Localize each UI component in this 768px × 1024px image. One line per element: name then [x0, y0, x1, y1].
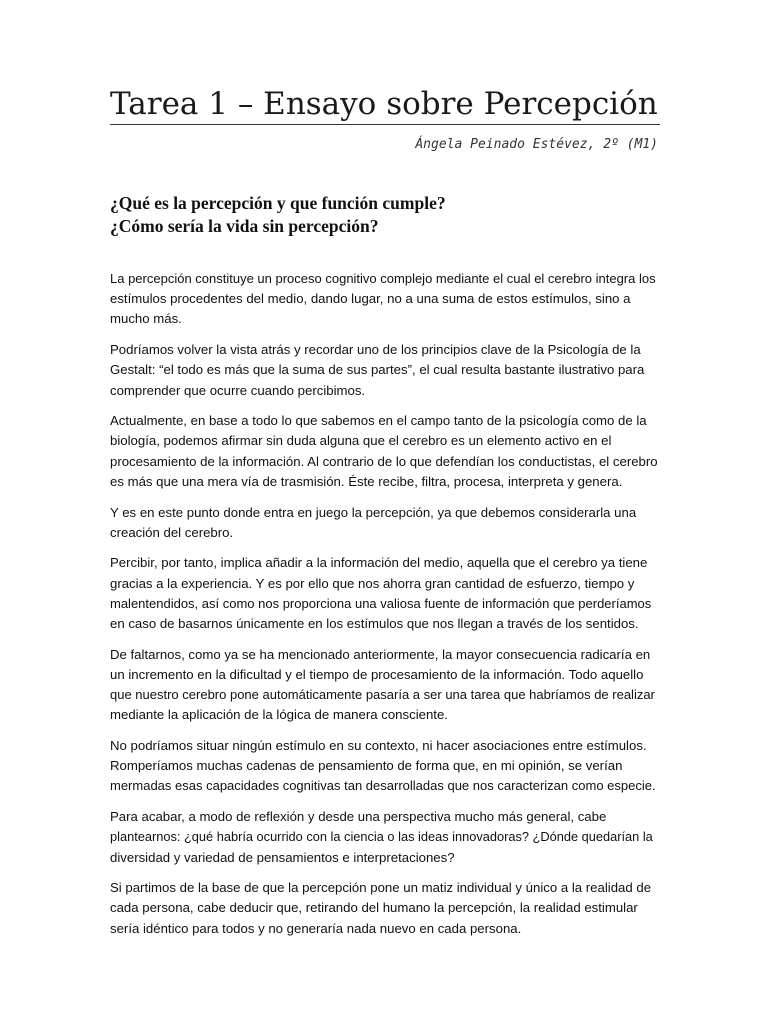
paragraph	[110, 645, 658, 726]
essay-body	[110, 269, 658, 949]
paragraph-line: Romperíamos muchas cadenas de pensamiento de forma que, en mi opinión, se verían	[110, 758, 623, 774]
essay-questions	[110, 192, 660, 238]
paragraph-line: cada persona, cabe deducir que, retirando del humano la percepción, la realidad estimular	[110, 900, 638, 916]
paragraph-line: que nuestro cerebro pone automáticamente pasaría a ser una tarea que habríamos de realizar	[110, 687, 655, 703]
paragraph	[110, 411, 658, 492]
paragraph	[110, 553, 658, 634]
paragraph-line: un incremento en la dificultad y el tiempo de procesamiento de la información. Todo aquello	[110, 666, 644, 682]
paragraph-line: Para acabar, a modo de reflexión y desde una perspectiva mucho más general, cabe	[110, 809, 607, 825]
paragraph-line: malentendidos, así como nos proporciona una valiosa fuente de información que perderíamos	[110, 595, 652, 611]
question-line-1: ¿Qué es la percepción y que función cumple?	[110, 193, 446, 213]
paragraph	[110, 340, 658, 401]
paragraph-line: De faltarnos, como ya se ha mencionado anteriormente, la mayor consecuencia radicaría en	[110, 646, 651, 662]
paragraph-line: Actualmente, en base a todo lo que sabemos en el campo tanto de la psicología como de la	[110, 413, 647, 429]
paragraph-line: Si partimos de la base de que la percepción pone un matiz individual y único a la realidad de	[110, 880, 652, 896]
paragraph	[110, 878, 658, 939]
paragraph-line: biología, podemos afirmar sin duda alguna que el cerebro es un elemento activo en el	[110, 433, 612, 449]
author-line: Ángela Peinado Estévez, 2º (M1)	[415, 137, 658, 152]
paragraph-line: La percepción constituye un proceso cognitivo complejo mediante el cual el cerebro integra los	[110, 271, 656, 286]
paragraph	[110, 807, 658, 868]
paragraph-line: en caso de basarnos únicamente en los estímulos que nos llegan a través de los sentidos.	[110, 616, 639, 632]
paragraph-line: Percibir, por tanto, implica añadir a la información del medio, aquella que el cerebro ya tiene	[110, 555, 648, 571]
paragraph-line: diversidad y variedad de pensamientos e interpretaciones?	[110, 849, 455, 865]
paragraph-line: procesamiento de la información. Al contrario de lo que defendían los conductistas, el cerebro	[110, 453, 658, 469]
paragraph-line: plantearnos: ¿qué habría ocurrido con la ciencia o las ideas innovadoras? ¿Dónde quedarían la	[110, 829, 653, 845]
question-line-2: ¿Cómo sería la vida sin percepción?	[110, 216, 379, 236]
paragraph-line: estímulos procedentes del medio, dando lugar, no a una suma de estos estímulos, sino a	[110, 291, 631, 307]
paragraph-line: mucho más.	[110, 311, 182, 327]
paragraph-line: Gestalt: “el todo es más que la suma de sus partes”, el cual resulta bastante ilustrativo para	[110, 362, 645, 378]
paragraph	[110, 736, 658, 797]
paragraph	[110, 269, 658, 330]
paragraph-line: mermadas esas capacidades cognitivas tan desarrolladas que nos caracterizan como especie.	[110, 778, 656, 794]
paragraph-line: Podríamos volver la vista atrás y recordar uno de los principios clave de la Psicología de la	[110, 342, 641, 358]
paragraph-line: creación del cerebro.	[110, 524, 234, 540]
paragraph	[110, 503, 658, 543]
paragraph-line: No podríamos situar ningún estímulo en su contexto, ni hacer asociaciones entre estímulos.	[110, 738, 647, 754]
paragraph-line: sería idéntico para todos y no generaría nada nuevo en cada persona.	[110, 920, 522, 936]
paragraph-line: Y es en este punto donde entra en juego la percepción, ya que debemos considerarla una	[110, 504, 637, 520]
paragraph-line: comprender que ocurre cuando percibimos.	[110, 382, 366, 398]
paragraph-line: es más que una mera vía de trasmisión. Éste recibe, filtra, procesa, interpreta y genera.	[110, 473, 623, 489]
title-underline	[110, 124, 660, 125]
paragraph-line: gracias a la experiencia. Y es por ello que nos ahorra gran cantidad de esfuerzo, tiempo y	[110, 575, 635, 591]
document-title: Tarea 1 – Ensayo sobre Percepción	[110, 86, 658, 122]
paragraph-line: mediante la aplicación de la lógica de manera consciente.	[110, 707, 448, 723]
